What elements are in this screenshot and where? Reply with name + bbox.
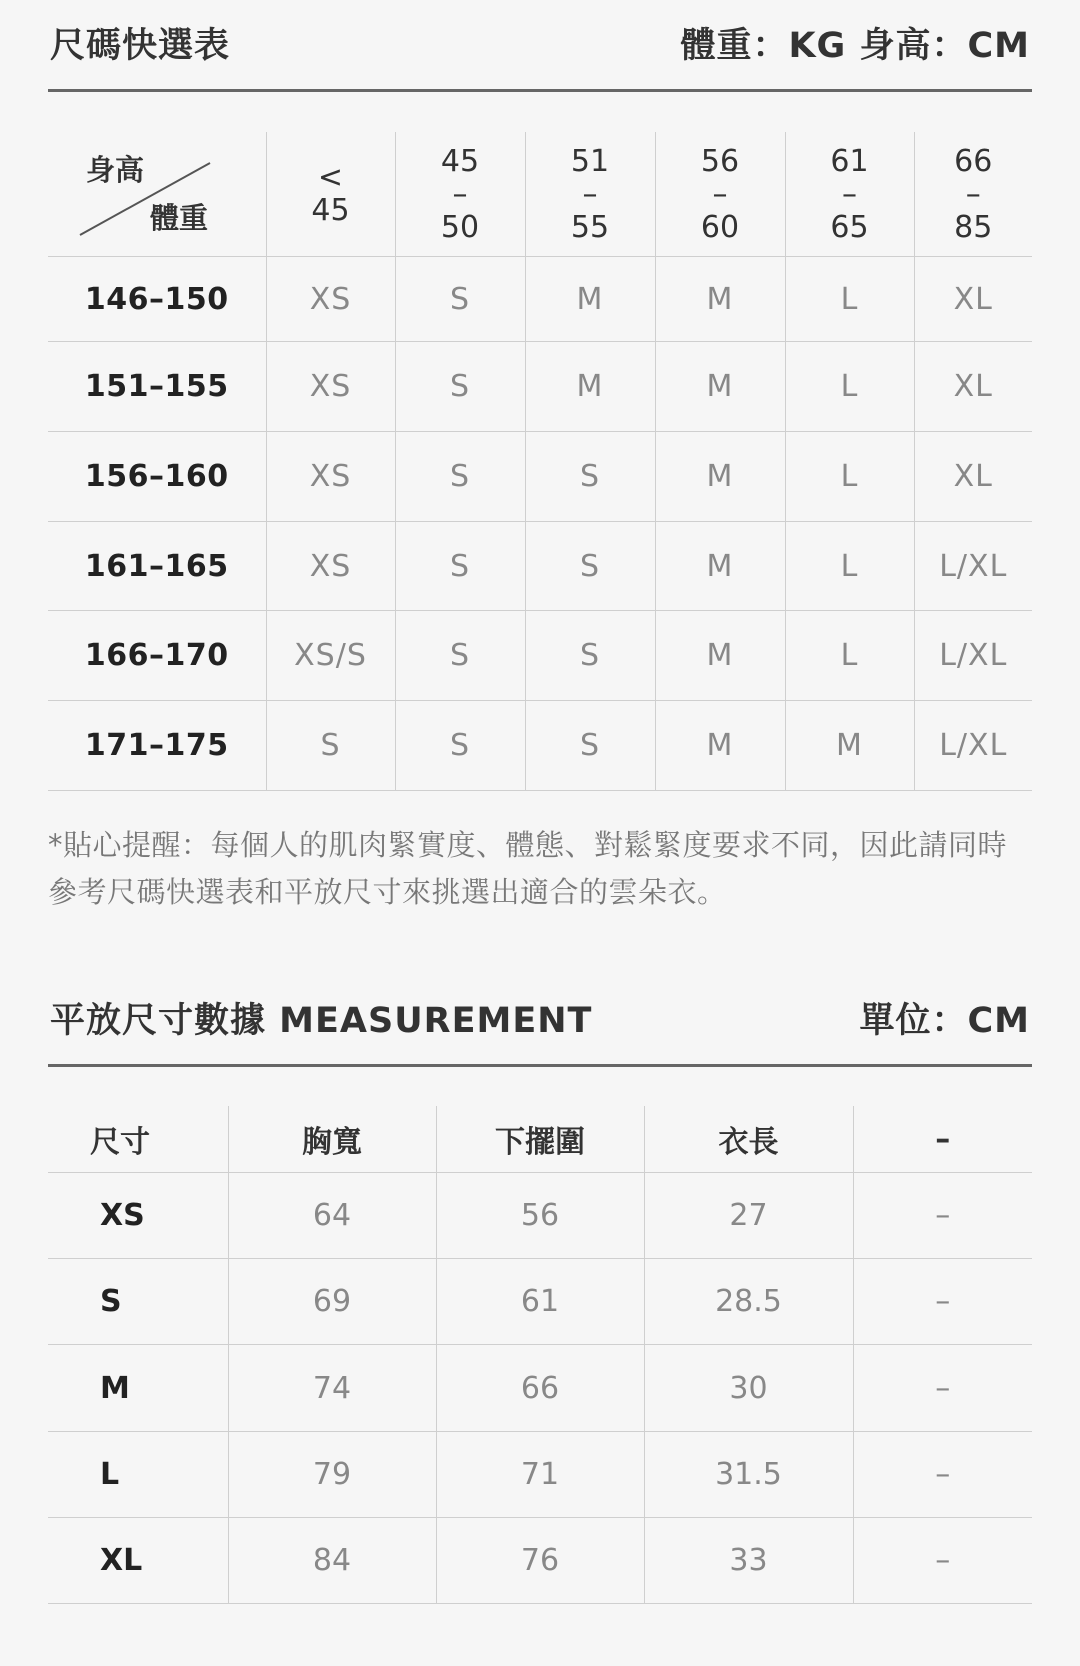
size-cell: L bbox=[785, 611, 914, 701]
weight-range-top: 66 bbox=[954, 143, 993, 179]
blank-cell: – bbox=[853, 1432, 1032, 1518]
hem-cell: 66 bbox=[436, 1345, 644, 1432]
size-cell: M bbox=[655, 432, 785, 522]
column-header-size: 尺寸 bbox=[48, 1106, 228, 1173]
note-line: *貼心提醒：每個人的肌肉緊實度、體態、對鬆緊度要求不同，因此請同時 bbox=[48, 828, 1008, 862]
corner-cell bbox=[48, 132, 266, 257]
size-cell: S bbox=[395, 611, 525, 701]
column-header-length: 衣長 bbox=[644, 1106, 853, 1173]
size-cell: S bbox=[395, 432, 525, 522]
size-cell: S bbox=[525, 611, 655, 701]
size-chart-title: 尺碼快選表 bbox=[50, 26, 231, 66]
hem-cell: 71 bbox=[436, 1432, 644, 1518]
note-line: 參考尺碼快選表和平放尺寸來挑選出適合的雲朵衣。 bbox=[48, 875, 727, 909]
weight-range-bottom: 50 bbox=[440, 209, 480, 245]
size-cell: XS bbox=[266, 342, 395, 432]
size-cell: M bbox=[785, 701, 914, 791]
length-cell: 28.5 bbox=[644, 1259, 853, 1345]
height-range-cell: 166–170 bbox=[48, 611, 266, 701]
weight-range-bottom: 60 bbox=[700, 209, 740, 245]
size-cell: XS bbox=[266, 522, 395, 611]
column-header-chest-width: 胸寬 bbox=[228, 1106, 436, 1173]
table-row bbox=[48, 342, 1032, 432]
weight-column-header bbox=[655, 132, 785, 257]
size-label-cell: S bbox=[48, 1259, 228, 1345]
height-range-cell: 156–160 bbox=[48, 432, 266, 522]
blank-cell: – bbox=[853, 1259, 1032, 1345]
size-chart-header-row bbox=[48, 132, 1032, 257]
measurement-table bbox=[48, 1106, 1032, 1604]
size-cell: XL bbox=[914, 257, 1032, 342]
size-cell: XS/S bbox=[266, 611, 395, 701]
weight-range-bottom: 85 bbox=[954, 209, 993, 245]
weight-range-top: 56 bbox=[700, 143, 740, 179]
weight-range-bottom: 65 bbox=[830, 209, 869, 245]
blank-cell: – bbox=[853, 1518, 1032, 1604]
table-row bbox=[48, 611, 1032, 701]
size-label-cell: XS bbox=[48, 1173, 228, 1259]
weight-range-top: 45 bbox=[440, 143, 480, 179]
chest-width-cell: 79 bbox=[228, 1432, 436, 1518]
size-cell: XS bbox=[266, 257, 395, 342]
size-cell: S bbox=[525, 522, 655, 611]
measurement-section bbox=[48, 975, 1032, 1067]
table-row bbox=[48, 1345, 1032, 1432]
size-cell: M bbox=[655, 611, 785, 701]
chest-width-cell: 84 bbox=[228, 1518, 436, 1604]
diagonal-divider bbox=[48, 132, 266, 256]
size-cell: L bbox=[785, 522, 914, 611]
size-cell: S bbox=[395, 701, 525, 791]
chest-width-cell: 69 bbox=[228, 1259, 436, 1345]
table-row bbox=[48, 1259, 1032, 1345]
size-cell: S bbox=[395, 342, 525, 432]
size-cell: S bbox=[525, 701, 655, 791]
size-cell: XS bbox=[266, 432, 395, 522]
size-cell: L bbox=[785, 432, 914, 522]
measurement-title: 平放尺寸數據 MEASUREMENT bbox=[50, 1001, 593, 1041]
chest-width-cell: 64 bbox=[228, 1173, 436, 1259]
weight-column-header bbox=[785, 132, 914, 257]
height-range-cell: 151–155 bbox=[48, 342, 266, 432]
hem-cell: 61 bbox=[436, 1259, 644, 1345]
table-row bbox=[48, 432, 1032, 522]
size-cell: M bbox=[655, 342, 785, 432]
size-chart-header bbox=[48, 0, 1032, 92]
blank-cell: – bbox=[853, 1345, 1032, 1432]
size-cell: S bbox=[395, 522, 525, 611]
measurement-unit: 單位：CM bbox=[859, 1001, 1030, 1041]
weight-range-top: 61 bbox=[830, 143, 869, 179]
size-cell: L/XL bbox=[914, 611, 1032, 701]
column-header-hem: 下擺圍 bbox=[436, 1106, 644, 1173]
length-cell: 31.5 bbox=[644, 1432, 853, 1518]
size-cell: M bbox=[525, 257, 655, 342]
size-cell: XL bbox=[914, 342, 1032, 432]
hem-cell: 56 bbox=[436, 1173, 644, 1259]
corner-weight-label: 體重 bbox=[150, 201, 209, 235]
weight-column-header bbox=[914, 132, 1032, 257]
length-cell: 33 bbox=[644, 1518, 853, 1604]
weight-range-dash: – bbox=[452, 176, 468, 212]
size-cell: M bbox=[655, 257, 785, 342]
weight-range-bottom: 45 bbox=[311, 193, 350, 228]
weight-column-header bbox=[266, 132, 395, 257]
measurement-header-row bbox=[48, 1106, 1032, 1173]
weight-range-top: 51 bbox=[570, 143, 610, 179]
blank-cell: – bbox=[853, 1173, 1032, 1259]
corner-height-label: 身高 bbox=[86, 153, 145, 187]
table-row bbox=[48, 1173, 1032, 1259]
weight-range-dash: – bbox=[582, 176, 598, 212]
hem-cell: 76 bbox=[436, 1518, 644, 1604]
size-label-cell: M bbox=[48, 1345, 228, 1432]
weight-range-bottom: 55 bbox=[570, 209, 610, 245]
weight-range-dash: – bbox=[965, 176, 981, 212]
size-cell: M bbox=[655, 522, 785, 611]
size-cell: S bbox=[266, 701, 395, 791]
size-cell: S bbox=[525, 432, 655, 522]
length-cell: 30 bbox=[644, 1345, 853, 1432]
size-cell: L/XL bbox=[914, 701, 1032, 791]
size-cell: L bbox=[785, 342, 914, 432]
weight-column-header bbox=[525, 132, 655, 257]
size-label-cell: L bbox=[48, 1432, 228, 1518]
fit-reminder-note bbox=[48, 822, 1038, 916]
table-row bbox=[48, 1518, 1032, 1604]
size-cell: M bbox=[655, 701, 785, 791]
table-row bbox=[48, 257, 1032, 342]
size-cell: XL bbox=[914, 432, 1032, 522]
length-cell: 27 bbox=[644, 1173, 853, 1259]
weight-range-dash: – bbox=[712, 176, 728, 212]
size-cell: M bbox=[525, 342, 655, 432]
size-chart-table bbox=[48, 132, 1032, 791]
size-cell: L/XL bbox=[914, 522, 1032, 611]
height-range-cell: 171–175 bbox=[48, 701, 266, 791]
weight-range-top: < bbox=[317, 160, 344, 195]
size-cell: S bbox=[395, 257, 525, 342]
page-content bbox=[48, 0, 1032, 1578]
chest-width-cell: 74 bbox=[228, 1345, 436, 1432]
table-row bbox=[48, 1432, 1032, 1518]
height-range-cell: 146–150 bbox=[48, 257, 266, 342]
height-range-cell: 161–165 bbox=[48, 522, 266, 611]
size-label-cell: XL bbox=[48, 1518, 228, 1604]
column-header-blank: – bbox=[853, 1106, 1032, 1173]
size-chart-unit: 體重：KG 身高：CM bbox=[680, 26, 1030, 66]
weight-range-dash: – bbox=[842, 176, 857, 212]
table-row bbox=[48, 522, 1032, 611]
size-cell: L bbox=[785, 257, 914, 342]
weight-column-header bbox=[395, 132, 525, 257]
table-row bbox=[48, 701, 1032, 791]
measurement-header bbox=[48, 975, 1032, 1067]
